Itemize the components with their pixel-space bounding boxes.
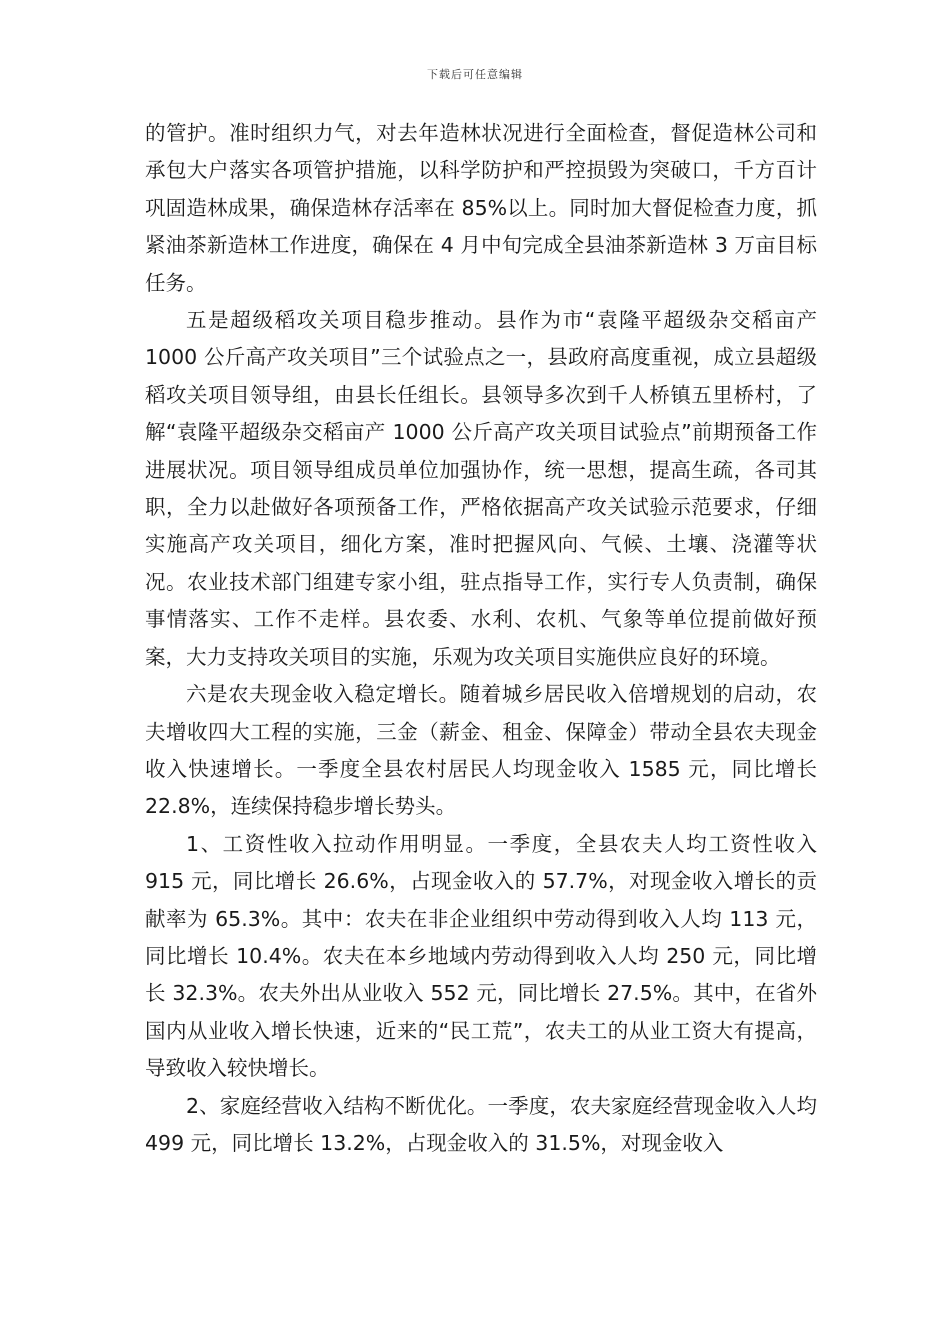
paragraph-household-income: 2、家庭经营收入结构不断优化。一季度，农夫家庭经营现金收入人均 499 元，同比增长 13.2%，占现金收入的 31.5%，对现金收入 [145,1093,817,1155]
paragraph-farmer-income: 六是农夫现金收入稳定增长。随着城乡居民收入倍增规划的启动，农夫增收四大工程的实施，三金（薪金、租金、保障金）带动全县农夫现金收入快速增长。一季度全县农村居民人均现金收入 1585 元，同比增长 22.8%，连续保持稳步增长势头。 [145,682,817,819]
paragraph-wage-income: 1、工资性收入拉动作用明显。一季度，全县农夫人均工资性收入 915 元，同比增长 26.6%，占现金收入的 57.7%，对现金收入增长的贡献率为 65.3%。其中：农夫在非企业组织中劳动得到收入人均 113 元，同比增长 10.4%。农夫在本乡地域内劳动得到收入人均 250 元，同比增长 32.3%。农夫外出从业收入 552 元，同比增长 27.5%。其中，在省外国内从业收入增长快速，近来的“民工荒”，农夫工的从业工资大有提高，导致收入较快增长。 [145,831,817,1081]
paragraph-afforestation: 的管护。准时组织力气，对去年造林状况进行全面检查，督促造林公司和承包大户落实各项管护措施，以科学防护和严控损毁为突破口，千方百计巩固造林成果，确保造林存活率在 85%以上。同时加大督促检查力度，抓紧油茶新造林工作进度，确保在 4 月中旬完成全县油茶新造林 3 万亩目标任务。 [145,121,817,295]
document-body [145,115,817,1162]
page-header: 下载后可任意编辑 [427,68,523,81]
paragraph-super-rice: 五是超级稻攻关项目稳步推动。县作为市“袁隆平超级杂交稻亩产 1000 公斤高产攻关项目”三个试验点之一，县政府高度重视，成立县超级稻攻关项目领导组，由县长任组长。县领导多次到千人桥镇五里桥村，了解“袁隆平超级杂交稻亩产 1000 公斤高产攻关项目试验点”前期预备工作进展状况。项目领导组成员单位加强协作，统一思想，提高生疏，各司其职，全力以赴做好各项预备工作，严格依据高产攻关试验示范要求，仔细实施高产攻关项目，细化方案，准时把握风向、气候、土壤、浇灌等状况。农业技术部门组建专家小组，驻点指导工作，实行专人负责制，确保事情落实、工作不走样。县农委、水利、农机、气象等单位提前做好预案，大力支持攻关项目的实施，乐观为攻关项目实施供应良好的环境。 [145,308,817,669]
